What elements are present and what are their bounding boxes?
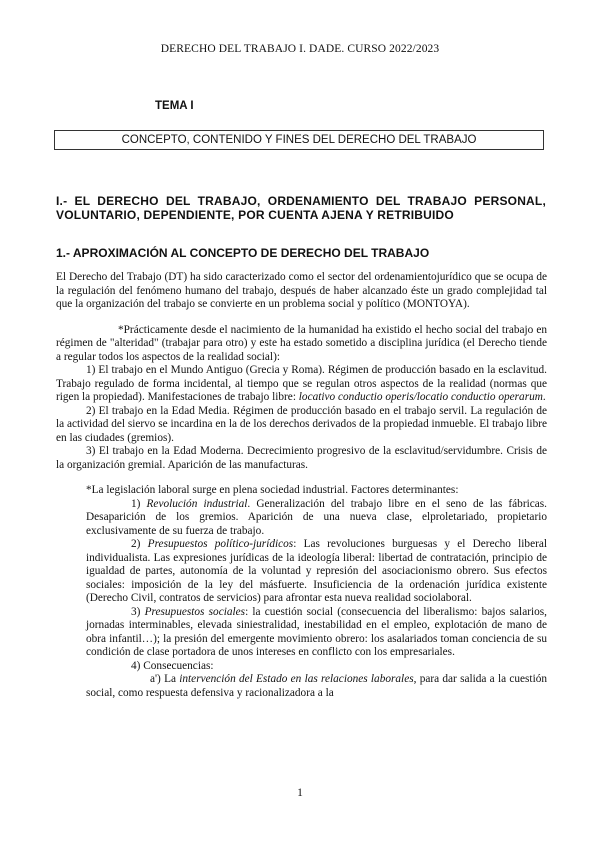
paragraph-legislacion: *La legislación laboral surge en plena sociedad industrial. Factores determinantes: [86, 484, 459, 496]
factor-italic: Revolución industrial [146, 497, 248, 510]
factor-number: 1) [131, 497, 147, 510]
factor-presupuestos-sociales [86, 606, 547, 660]
list-item-edad-media: 2) El trabajo en la Edad Media. Régimen de producción basado en el trabajo servil. La regulación de la actividad del siervo se incardina en la de los derechos derivados de la propiedad inmueble. El trabajo libre en las ciudades (gremios). [56, 404, 547, 444]
consequence-text: , para dar salida a la cuestión social, como respuesta defensiva y racionalizadora a la [86, 673, 548, 699]
factor-italic: Presupuestos sociales [144, 605, 246, 618]
factor-revolucion-industrial [86, 498, 547, 539]
item-text: 1) El trabajo en el Mundo Antiguo (Grecia y Roma). Régimen de producción basado en la esclavitud. Trabajo regulado de forma incidental, al tiempo que se regulan otros aspectos de la realidad (normas que rigen la propiedad). Manifestaciones de trabajo libre: [56, 364, 547, 403]
subsection-heading: 1.- APROXIMACIÓN AL CONCEPTO DE DERECHO DEL TRABAJO [56, 246, 430, 260]
page-number: 1 [297, 787, 303, 799]
factor-consecuencias: 4) Consecuencias: [131, 659, 214, 672]
chapter-title-box: CONCEPTO, CONTENIDO Y FINES DEL DERECHO DEL TRABAJO [54, 130, 544, 150]
item-italic: locativo conductio operis/locatio conductio operarum [298, 391, 543, 403]
factor-text: : la cuestión social (consecuencia del liberalismo: bajos salarios, jornadas interminables, elevada siniestralidad, inestabilidad en el empleo, explotación de mano de obra infantil…); la presión del emergente movimiento obrero: los asalariados toman conciencia de su condición de clase portadora de unos intereses en conflicto con los empresariales. [86, 605, 547, 658]
paragraph-intro: El Derecho del Trabajo (DT) ha sido caracterizado como el sector del ordenamientojurídico que se ocupa de la regulación del fenómeno humano del trabajo, después de haber alcanzado éste un grado complejidad tal que la organización del trabajo se convierte en un problema social y político (MONTOYA). [56, 271, 547, 310]
consequence-a [86, 673, 547, 700]
factor-text: : Las revoluciones burguesas y el Derecho liberal individualista. Las expresiones jurídicas de la ideología liberal: libertad de contratación, principio de igualdad de partes, autonomía de la voluntad y represión del asociacionismo obrero. Sus efectos sociales: imposición de la ley del másfuerte. Insuficiencia de la ordenación jurídica existente (Derecho Civil, contratos de servicios) para afrontar esta nueva realidad sociolaboral. [86, 538, 547, 604]
body-text [56, 271, 547, 700]
factor-presupuestos-politicos [86, 538, 547, 606]
consequence-italic: intervención del Estado en las relaciones laborales [179, 673, 414, 685]
tema-label: TEMA I [155, 100, 194, 112]
factor-number: 3) [131, 605, 145, 618]
list-item-edad-moderna: 3) El trabajo en la Edad Moderna. Decrecimiento progresivo de la esclavitud/servidumbre. Crisis de la organización gremial. Aparición de las manufacturas. [56, 445, 547, 471]
factor-number: 2) [131, 538, 148, 550]
consequence-label: a') La [150, 673, 180, 685]
factor-text: . Generalización del trabajo libre en el seno de las fábricas. Desaparición de los gremios. Aparición de una nueva clase, elproletariado, propietario exclusivamente de su fuerza de trabajo. [86, 497, 547, 537]
factor-italic: Presupuestos político-jurídicos [147, 538, 294, 550]
item-end: . [542, 391, 546, 403]
section-heading: I.- EL DERECHO DEL TRABAJO, ORDENAMIENTO DEL TRABAJO PERSONAL, VOLUNTARIO, DEPENDIENTE, POR CUENTA AJENA Y RETRIBUIDO [56, 194, 546, 222]
list-item-mundo-antiguo [56, 364, 547, 405]
paragraph-practicamente: *Prácticamente desde el nacimiento de la humanidad ha existido el hecho social del trabajo en régimen de "alteridad" (trabajar para otro) y este ha estado sometido a disciplina jurídica (el Derecho tiende a regular todos los aspectos de la realidad social): [56, 323, 547, 363]
running-header: DERECHO DEL TRABAJO I. DADE. CURSO 2022/2023 [160, 43, 440, 55]
